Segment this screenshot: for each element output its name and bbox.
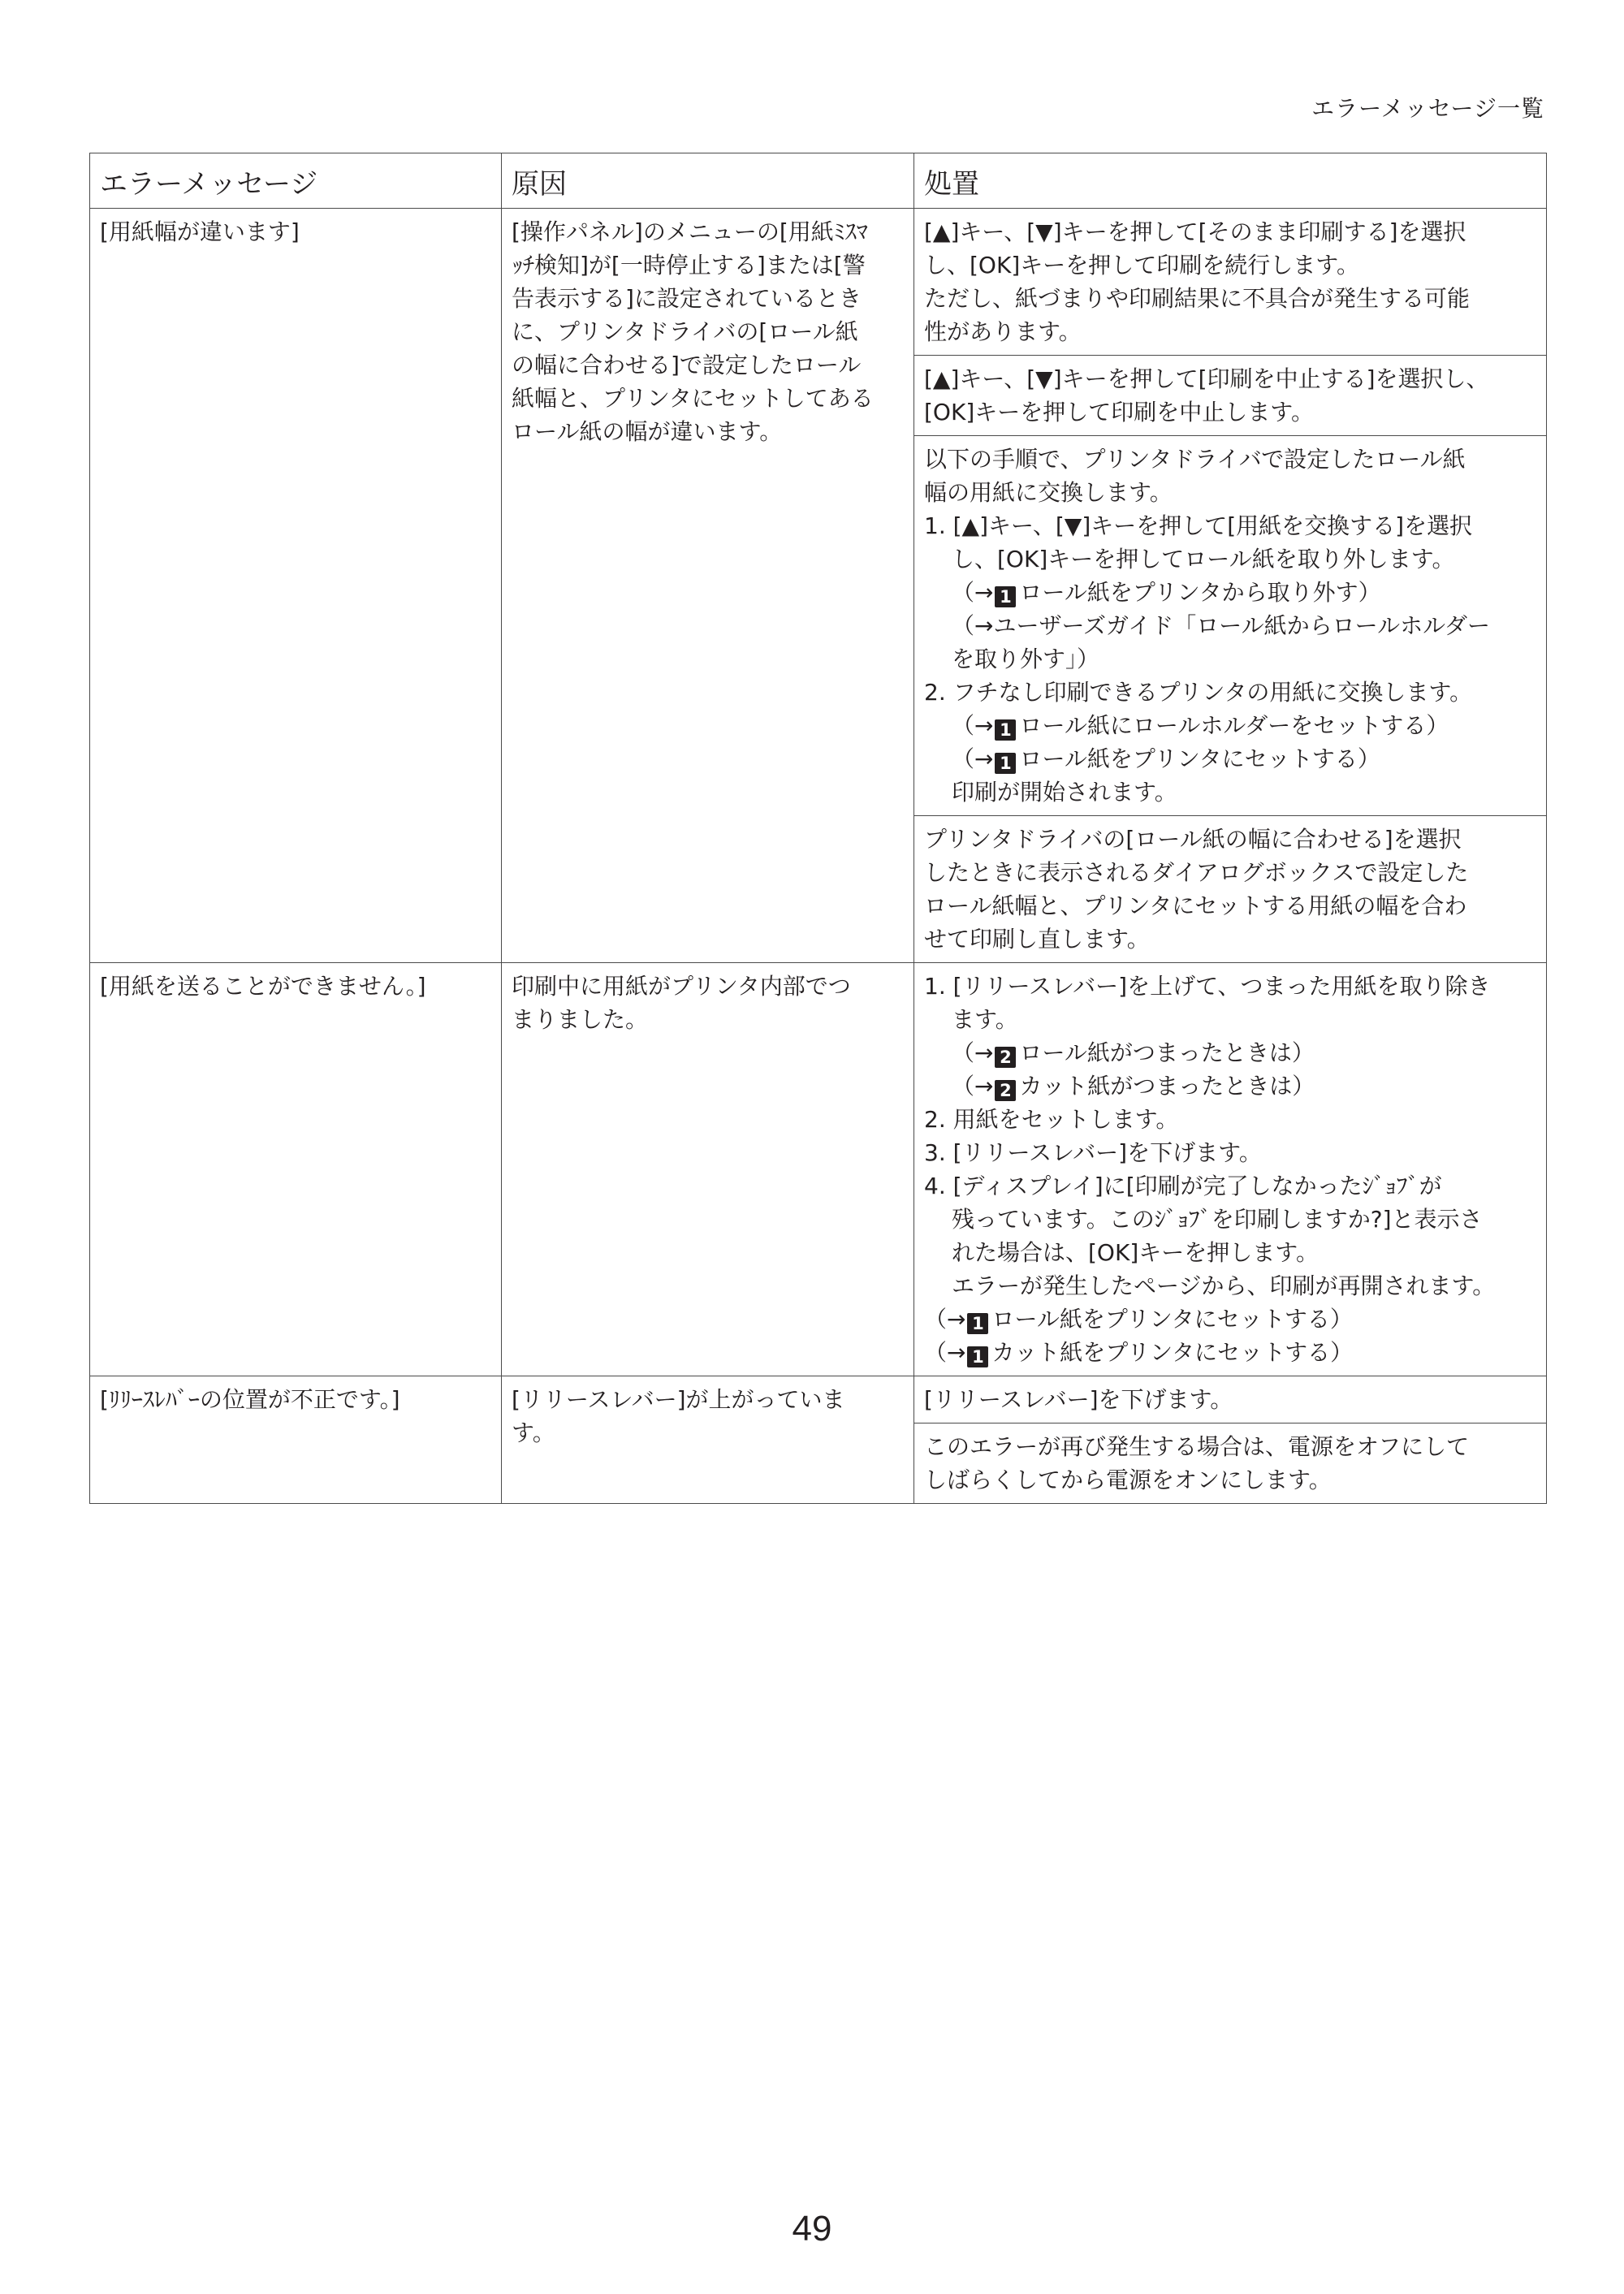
cause-line: 告表示する]に設定されているとき: [512, 285, 862, 312]
cause-line: ｯﾁ検知]が[一時停止する]または[警: [512, 252, 866, 279]
step-line: 残っています。このｼﾞｮﾌﾞを印刷しますか?]と表示さ: [952, 1206, 1483, 1233]
manual-number-badge: 1: [967, 1346, 988, 1367]
reference-line: [924, 742, 1536, 775]
reference-prefix: （→: [952, 712, 994, 739]
cause-line: [リリースレバー]が上がっていま: [512, 1386, 845, 1413]
step-line: 2. フチなし印刷できるプリンタの用紙に交換します。: [924, 679, 1473, 706]
action-line: し、[OK]キーを押して印刷を続行します。: [924, 252, 1360, 279]
manual-number-badge: 2: [995, 1047, 1016, 1068]
reference-prefix: （→: [952, 745, 994, 772]
manual-number-badge: 1: [995, 586, 1016, 607]
manual-number-badge: 1: [967, 1313, 988, 1334]
cause-cell: [502, 209, 914, 963]
action-line: したときに表示されるダイアログボックスで設定した: [924, 859, 1469, 886]
action-line: 以下の手順で、プリンタドライバで設定したロール紙: [924, 446, 1466, 473]
error-message-cell: [90, 209, 502, 963]
step-line: 4. [ディスプレイ]に[印刷が完了しなかったｼﾞｮﾌﾞが: [924, 1173, 1442, 1199]
action-cell: [914, 816, 1547, 963]
error-message: [ﾘﾘｰｽﾚﾊﾞｰの位置が不正です。]: [100, 1386, 400, 1413]
column-header-cause: 原因: [502, 153, 914, 209]
action-cell: [914, 436, 1547, 816]
step-line: 2. 用紙をセットします。: [924, 1106, 1179, 1133]
reference-text: ロール紙にロールホルダーをセットする）: [1019, 712, 1449, 739]
reference-text: カット紙をプリンタにセットする）: [991, 1339, 1354, 1366]
action-line: 性があります。: [924, 318, 1082, 345]
cause-line: ロール紙の幅が違います。: [512, 418, 783, 445]
table-row: [90, 1376, 1547, 1423]
reference-line: [924, 1336, 1536, 1369]
action-line: しばらくしてから電源をオンにします。: [924, 1467, 1332, 1493]
step-line: れた場合は、[OK]キーを押します。: [952, 1239, 1320, 1266]
reference-line: [924, 1303, 1536, 1336]
reference-text: ロール紙がつまったときは）: [1019, 1039, 1315, 1066]
cause-cell: [502, 1376, 914, 1504]
reference-line: （→ユーザーズガイド「ロール紙からロールホルダー: [952, 612, 1490, 639]
table-row: [90, 963, 1547, 1376]
step-line: 1. [リリースレバー]を上げて、つまった用紙を取り除き: [924, 973, 1491, 1000]
action-line: [OK]キーを押して印刷を中止します。: [924, 399, 1315, 426]
cause-cell: [502, 963, 914, 1376]
action-line: ただし、紙づまりや印刷結果に不具合が発生する可能: [924, 285, 1471, 312]
reference-prefix: （→: [952, 1073, 994, 1099]
action-line: せて印刷し直します。: [924, 926, 1150, 953]
reference-line: [924, 1069, 1536, 1103]
manual-number-badge: 1: [995, 753, 1016, 774]
action-line: [▲]キー、[▼]キーを押して[印刷を中止する]を選択し、: [924, 365, 1489, 392]
action-line: [▲]キー、[▼]キーを押して[そのまま印刷する]を選択: [924, 218, 1466, 245]
reference-line: [924, 576, 1536, 609]
column-header-action: 処置: [914, 153, 1547, 209]
step-line: 3. [リリースレバー]を下げます。: [924, 1139, 1262, 1166]
cause-line: に、プリンタドライバの[ロール紙: [512, 318, 858, 345]
cause-line: まりました。: [512, 1006, 649, 1033]
error-message-cell: [90, 1376, 502, 1504]
action-line: プリンタドライバの[ロール紙の幅に合わせる]を選択: [924, 826, 1462, 853]
reference-text: ロール紙をプリンタにセットする）: [991, 1306, 1353, 1333]
error-message: [用紙幅が違います]: [100, 218, 300, 245]
action-cell: [914, 1376, 1547, 1423]
reference-prefix: （→: [924, 1306, 966, 1333]
reference-line: を取り外す」）: [952, 646, 1100, 672]
step-line: 印刷が開始されます。: [952, 779, 1177, 806]
step-line: ます。: [952, 1006, 1018, 1033]
action-cell: [914, 1423, 1547, 1504]
reference-prefix: （→: [952, 579, 994, 606]
error-message-table: [89, 153, 1547, 1504]
cause-line: 印刷中に用紙がプリンタ内部でつ: [512, 973, 851, 1000]
cause-line: [操作パネル]のメニューの[用紙ﾐｽﾏ: [512, 218, 868, 245]
reference-line: [924, 1036, 1536, 1069]
cause-line: の幅に合わせる]で設定したロール: [512, 352, 862, 378]
error-message-cell: [90, 963, 502, 1376]
action-cell: [914, 209, 1547, 356]
reference-text: ロール紙をプリンタにセットする）: [1019, 745, 1380, 772]
reference-prefix: （→: [952, 1039, 994, 1066]
action-line: 幅の用紙に交換します。: [924, 479, 1173, 506]
table-header-row: [90, 153, 1547, 209]
column-header-message: エラーメッセージ: [90, 153, 502, 209]
error-message: [用紙を送ることができません。]: [100, 973, 426, 1000]
step-line: 1. [▲]キー、[▼]キーを押して[用紙を交換する]を選択: [924, 512, 1473, 539]
reference-text: カット紙がつまったときは）: [1019, 1073, 1315, 1099]
reference-text: ロール紙をプリンタから取り外す）: [1019, 579, 1381, 606]
cause-line: す。: [512, 1419, 555, 1446]
action-cell: [914, 963, 1547, 1376]
reference-line: [924, 709, 1536, 742]
action-cell: [914, 356, 1547, 436]
cause-line: 紙幅と、プリンタにセットしてある: [512, 385, 874, 412]
action-line: このエラーが再び発生する場合は、電源をオフにして: [924, 1433, 1470, 1460]
reference-prefix: （→: [924, 1339, 966, 1366]
step-line: し、[OK]キーを押してロール紙を取り外します。: [952, 546, 1455, 572]
manual-number-badge: 1: [995, 719, 1016, 741]
running-head: エラーメッセージ一覧: [1311, 95, 1544, 122]
table-row: [90, 209, 1547, 356]
action-line: [リリースレバー]を下げます。: [924, 1386, 1233, 1413]
manual-number-badge: 2: [995, 1080, 1016, 1101]
action-line: ロール紙幅と、プリンタにセットする用紙の幅を合わ: [924, 892, 1467, 919]
page-number: 49: [792, 2209, 832, 2249]
step-line: エラーが発生したページから、印刷が再開されます。: [952, 1272, 1496, 1299]
